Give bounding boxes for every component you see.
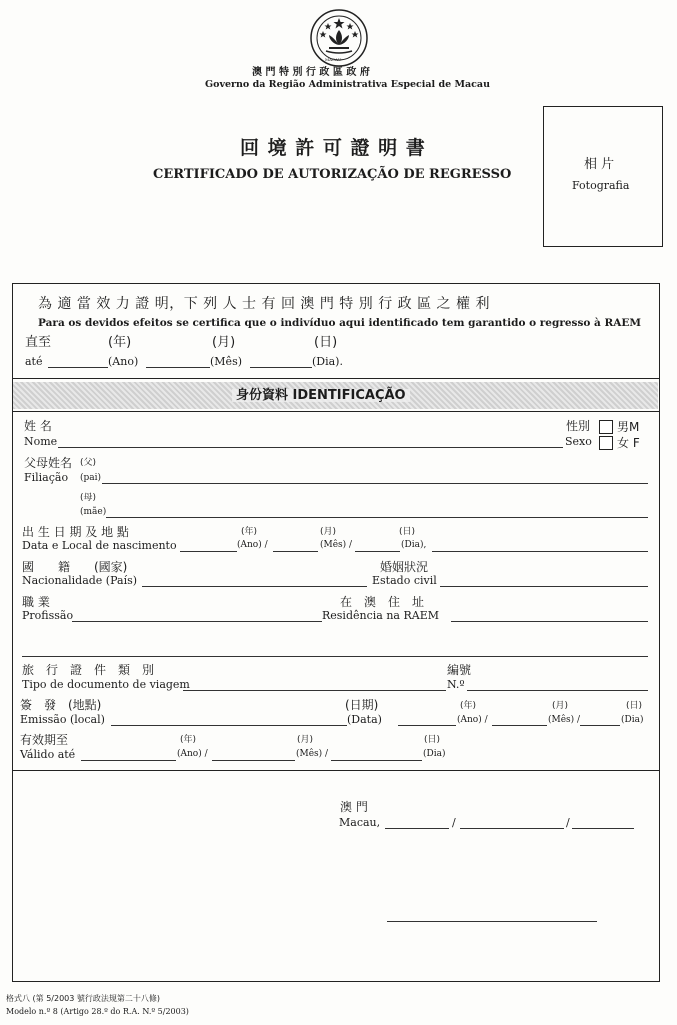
female-checkbox[interactable] — [599, 436, 613, 450]
signature-line[interactable] — [387, 921, 597, 922]
intro-pt: Para os devidos efeitos se certifica que o indivíduo aqui identificado tem garantido o regresso à RAEM — [38, 317, 641, 329]
until-pt: até — [25, 355, 43, 368]
mother-line[interactable] — [106, 517, 648, 518]
birth-month-line[interactable] — [273, 551, 318, 552]
until-month-zh: (月) — [212, 335, 236, 350]
name-line[interactable] — [58, 447, 563, 448]
section-divider-top — [12, 378, 660, 379]
name-label-pt: Nome — [24, 435, 58, 448]
nationality-label-pt: Nacionalidade (País) — [22, 574, 138, 587]
name-label-zh: 姓 名 — [24, 419, 52, 433]
document-number-line[interactable] — [467, 690, 648, 691]
until-year-pt: (Ano) — [108, 355, 139, 368]
residence-label-zh: 在 澳 住 址 — [340, 595, 425, 609]
issue-month-line[interactable] — [492, 725, 547, 726]
photo-label-pt: Fotografia — [572, 179, 630, 192]
document-type-label-zh: 旅 行 證 件 類 別 — [22, 663, 155, 677]
parents-label-zh: 父母姓名 — [24, 456, 73, 470]
profession-label-pt: Profissão — [22, 609, 74, 622]
birth-day-pt: (Dia), — [401, 540, 427, 550]
valid-year-line[interactable] — [81, 760, 176, 761]
valid-year-zh: (年) — [180, 735, 197, 745]
issue-place-line[interactable] — [111, 725, 347, 726]
birth-label-pt: Data e Local de nascimento — [22, 539, 177, 552]
birth-day-zh: (日) — [399, 527, 416, 537]
valid-day-zh: (日) — [424, 735, 441, 745]
sex-label-zh: 性別 — [566, 419, 591, 433]
intro-zh: 為 適 當 效 力 證 明，下 列 人 士 有 回 澳 門 特 別 行 政 區 之 權 利 — [38, 296, 490, 312]
issue-year-line[interactable] — [398, 725, 456, 726]
issue-day-pt: (Dia) — [621, 715, 644, 725]
father-label-zh: (父) — [80, 458, 97, 468]
until-day-zh: (日) — [314, 335, 338, 350]
valid-until-label-pt: Válido até — [20, 748, 76, 761]
photo-box — [543, 106, 663, 247]
issue-month-pt: (Mês) / — [548, 715, 581, 725]
issue-date-label-pt: (Data) — [347, 713, 382, 726]
valid-month-zh: (月) — [297, 735, 314, 745]
valid-until-label-zh: 有效期至 — [20, 733, 69, 747]
government-name-pt: Governo da Região Administrativa Especial de Macau — [205, 79, 490, 90]
issue-month-zh: (月) — [552, 701, 569, 711]
footer-zh: 格式八 (第 5/2003 號行政法規第二十八條) — [6, 994, 161, 1003]
signature-month-line[interactable] — [460, 828, 564, 829]
valid-day-line[interactable] — [331, 760, 422, 761]
profession-line[interactable] — [72, 621, 322, 622]
valid-day-pt: (Dia) — [423, 749, 446, 759]
birth-year-line[interactable] — [180, 551, 237, 552]
until-month-line[interactable] — [146, 367, 210, 368]
title-pt: CERTIFICADO DE AUTORIZAÇÃO DE REGRESSO — [153, 167, 512, 182]
until-day-pt: (Dia). — [312, 355, 343, 368]
father-label-pt: (pai) — [80, 473, 102, 483]
until-year-line[interactable] — [48, 367, 108, 368]
civil-status-line[interactable] — [440, 586, 648, 587]
issue-label-pt: Emissão (local) — [20, 713, 105, 726]
government-name-zh: 澳 門 特 別 行 政 區 政 府 — [252, 67, 370, 78]
issue-year-pt: (Ano) / — [457, 715, 488, 725]
until-zh: 直至 — [25, 335, 52, 350]
birth-day-line[interactable] — [355, 551, 400, 552]
footer-pt: Modelo n.º 8 (Artigo 28.º do R.A. N.º 5/2003) — [6, 1007, 189, 1016]
issue-date-label-zh: (日期) — [345, 698, 379, 712]
residence-line-2[interactable] — [22, 656, 648, 657]
birth-place-line[interactable] — [432, 551, 648, 552]
place-label-zh: 澳 門 — [340, 800, 368, 814]
photo-label-zh: 相 片 — [584, 157, 615, 172]
document-number-label-pt: N.º — [447, 678, 465, 691]
female-label: 女 F — [617, 436, 640, 450]
male-label: 男M — [617, 420, 640, 434]
until-day-line[interactable] — [250, 367, 312, 368]
document-number-label-zh: 編號 — [447, 663, 472, 677]
emblem-text: MACAU — [325, 57, 342, 62]
birth-year-zh: (年) — [241, 527, 258, 537]
place-label-pt: Macau, — [339, 816, 381, 829]
residence-line[interactable] — [451, 621, 648, 622]
signature-year-line[interactable] — [572, 828, 634, 829]
valid-month-line[interactable] — [212, 760, 295, 761]
mother-label-zh: (母) — [80, 493, 97, 503]
document-type-line[interactable] — [183, 690, 446, 691]
signature-day-line[interactable] — [385, 828, 449, 829]
section-divider-bottom — [12, 411, 660, 412]
until-year-zh: (年) — [108, 335, 132, 350]
residence-label-pt: Residência na RAEM — [322, 609, 439, 622]
section-title: 身份資料 IDENTIFICAÇÃO — [232, 389, 410, 402]
valid-year-pt: (Ano) / — [177, 749, 208, 759]
birth-label-zh: 出 生 日 期 及 地 點 — [22, 525, 129, 539]
signature-sep-2: / — [566, 816, 570, 829]
civil-status-label-pt: Estado civil — [372, 574, 437, 587]
father-line[interactable] — [102, 483, 648, 484]
signature-divider — [12, 770, 660, 771]
document-type-label-pt: Tipo de documento de viagem — [22, 678, 190, 691]
title-zh: 回 境 許 可 證 明 書 — [240, 137, 426, 159]
filiation-label-pt: Filiação — [24, 471, 69, 484]
nationality-line[interactable] — [142, 586, 367, 587]
until-month-pt: (Mês) — [210, 355, 243, 368]
civil-status-label-zh: 婚姻狀況 — [380, 560, 429, 574]
birth-month-zh: (月) — [320, 527, 337, 537]
signature-sep-1: / — [452, 816, 456, 829]
valid-month-pt: (Mês) / — [296, 749, 329, 759]
issue-day-line[interactable] — [580, 725, 620, 726]
male-checkbox[interactable] — [599, 420, 613, 434]
issue-label-zh: 簽 發 (地點) — [20, 698, 102, 712]
issue-day-zh: (日) — [626, 701, 643, 711]
birth-month-pt: (Mês) / — [320, 540, 353, 550]
birth-year-pt: (Ano) / — [237, 540, 268, 550]
nationality-label-zh: 國 籍 (國家) — [22, 560, 128, 574]
profession-label-zh: 職 業 — [22, 595, 50, 609]
mother-label-pt: (mãe) — [80, 507, 107, 517]
issue-year-zh: (年) — [460, 701, 477, 711]
sex-label-pt: Sexo — [565, 435, 592, 448]
